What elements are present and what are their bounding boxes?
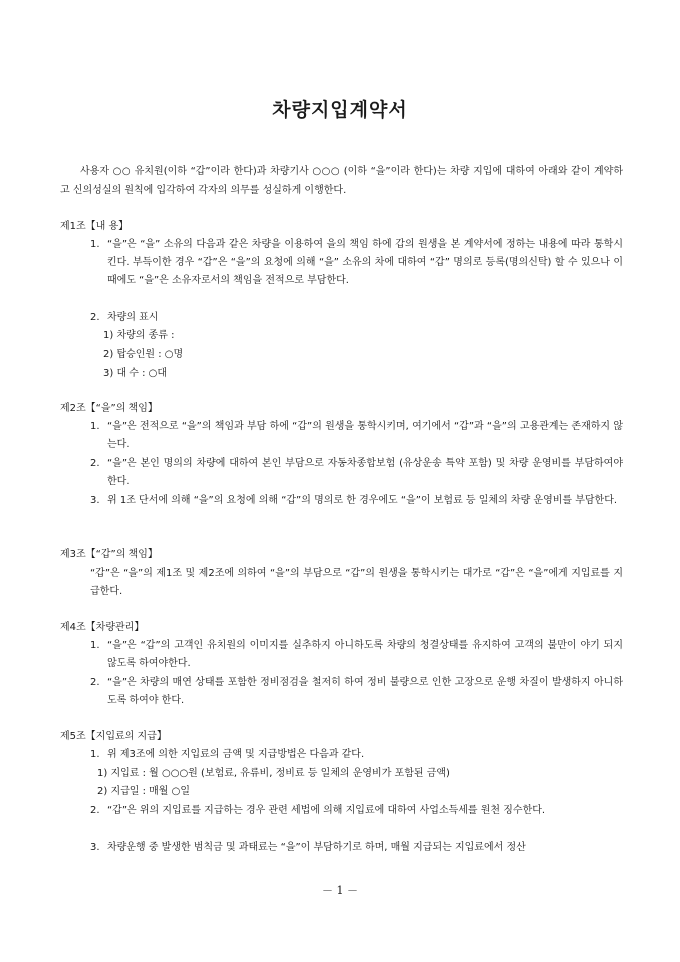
item-number: 2. <box>90 677 100 688</box>
article-5-sub-2: 2) 지급일 : 매월 ○일 <box>97 786 191 797</box>
item-number: 1. <box>90 421 100 432</box>
article-3-paragraph: “갑”은 “을”의 제1조 및 제2조에 의하여 “을”의 부담으로 “갑”의 원생을 통학시키는 대가로 “갑”은 “을”에게 지입료를 지급한다. <box>90 568 623 597</box>
item-text: “을”은 차량의 매연 상태를 포함한 정비점검을 철저히 하여 정비 불량으로 인한 고장으로 운행 차질이 발생하지 아니하도록 하여야 한다. <box>107 677 623 706</box>
article-5-item-3 <box>90 839 623 857</box>
article-2-title: 제2조【“을”의 책임】 <box>60 403 158 414</box>
item-number: 3. <box>90 495 100 506</box>
article-1-title: 제1조【내 용】 <box>60 221 129 232</box>
document-title: 차량지입계약서 <box>272 99 408 121</box>
article-1-sub-2: 2) 탑승인원 : ○명 <box>103 349 184 360</box>
item-text: “을”은 본인 명의의 차량에 대하여 본인 부담으로 자동차종합보험 (유상운송 특약 포함) 및 차량 운영비를 부담하여야 한다. <box>107 458 623 487</box>
article-5-item-2 <box>90 802 623 820</box>
article-4-item-2 <box>90 674 623 710</box>
article-1-item-1 <box>90 236 623 290</box>
item-text: “을”은 “을” 소유의 다음과 같은 차량을 이용하여 을의 책임 하에 갑의 원생을 본 계약서에 정하는 내용에 따라 통학시킨다. 부득이한 경우 “갑”은 “을”의 요청에 의해 “을” 소유의 차에 대하여 “갑” 명의로 등록(명의신탁) 할 수 있으나 이때에도 “을”은 소유자로서의 책임을 전적으로 부담한다. <box>107 239 623 286</box>
article-5-item-1 <box>90 746 623 764</box>
article-1-item-2 <box>90 309 623 327</box>
article-5-sub-1: 1) 지입료 : 월 ○○○원 (보험료, 유류비, 정비료 등 일체의 운영비가 포함된 금액) <box>97 768 450 779</box>
item-text: “을”은 전적으로 “을”의 책임과 부담 하에 “갑”의 원생을 통학시키며, 여기에서 “갑”과 “을”의 고용관계는 존재하지 않는다. <box>107 421 623 450</box>
article-2-item-3 <box>90 492 623 510</box>
article-3-title: 제3조【“갑”의 책임】 <box>60 549 158 560</box>
item-number: 1. <box>90 640 100 651</box>
article-1-sub-1: 1) 차량의 종류 : <box>103 330 175 341</box>
item-text: 위 1조 단서에 의해 “을”의 요청에 의해 “갑”의 명의로 한 경우에도 “을”이 보험료 등 일체의 차량 운영비를 부담한다. <box>107 495 618 506</box>
page-number: － 1 － <box>322 884 358 897</box>
item-number: 3. <box>90 842 100 853</box>
item-number: 2. <box>90 312 100 323</box>
article-1-sub-3: 3) 대 수 : ○대 <box>103 368 168 379</box>
intro-paragraph: 사용자 ○○ 유치원(이하 “갑”이라 한다)과 차량기사 ○○○ (이하 “을”이라 한다)는 차량 지입에 대하여 아래와 같이 계약하고 신의성실의 원칙에 입각하여 각자의 의무를 성실하게 이행한다. <box>60 166 623 196</box>
item-number: 2. <box>90 805 100 816</box>
article-4-item-1 <box>90 637 623 673</box>
item-number: 1. <box>90 239 100 250</box>
item-number: 1. <box>90 749 100 760</box>
item-text: “갑”은 위의 지입료를 지급하는 경우 관련 세법에 의해 지입료에 대하여 사업소득세를 원천 징수한다. <box>107 805 546 816</box>
item-text: “을”은 “갑”의 고객인 유치원의 이미지를 실추하지 아니하도록 차량의 청결상태를 유지하여 고객의 불만이 야기 되지 않도록 하여야한다. <box>107 640 623 669</box>
item-number: 2. <box>90 458 100 469</box>
article-2-item-1 <box>90 418 623 454</box>
article-5-title: 제5조【지입료의 지급】 <box>60 731 167 742</box>
article-4-title: 제4조【차량관리】 <box>60 622 145 633</box>
item-text: 차량의 표시 <box>107 312 159 323</box>
article-2-item-2 <box>90 455 623 491</box>
item-text: 위 제3조에 의한 지입료의 금액 및 지급방법은 다음과 같다. <box>107 749 365 760</box>
item-text: 차량운행 중 발생한 범칙금 및 과태료는 “을”이 부담하기로 하며, 매월 지급되는 지입료에서 정산 <box>107 842 526 853</box>
